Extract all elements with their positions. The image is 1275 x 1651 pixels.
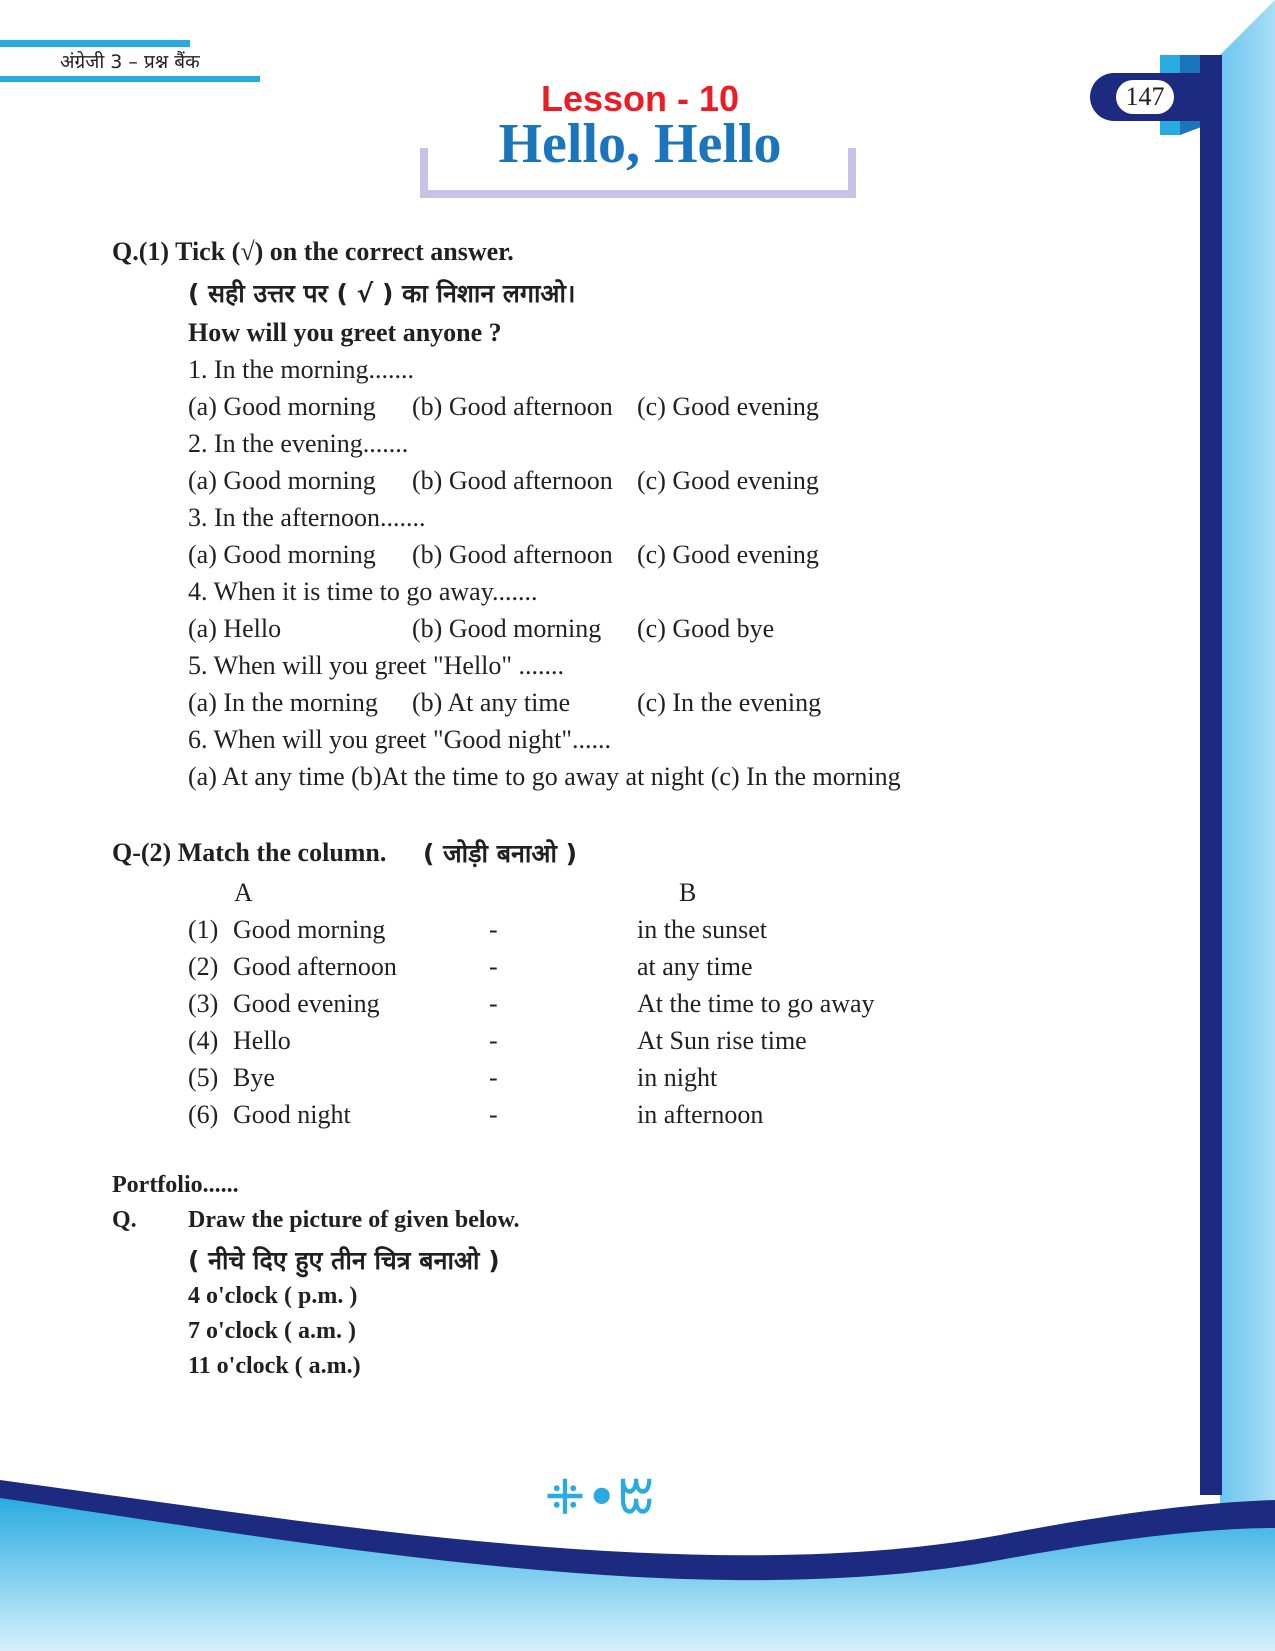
match-row-6-left: Good night [233,1100,351,1129]
q1-item-2-question: 2. In the evening....... [188,429,409,458]
match-row-5-left: Bye [233,1063,275,1092]
q1-hindi: ( सही उत्तर पर ( √ ) का निशान लगाओ। [188,279,576,308]
q1-item-5-option-b: (b) At any time [412,688,571,717]
match-row-3-dash: - [489,989,498,1018]
q1-item-1-question: 1. In the morning....... [188,355,415,384]
match-row-4-right: At Sun rise time [637,1026,807,1055]
q1-item-3-option-b: (b) Good afternoon [412,540,613,569]
q1-item-4-question: 4. When it is time to go away....... [188,577,538,606]
match-row-2-right: at any time [637,952,753,981]
q1-item-1-option-b: (b) Good afternoon [412,392,613,421]
q1-item-6-question: 6. When will you greet "Good night"...... [188,725,611,754]
lesson-title: Hello, Hello [498,113,782,175]
match-row-3-left: Good evening [233,989,380,1018]
footer-ornament: ꔰ•ꔱ [545,1470,656,1524]
match-row-4-left: Hello [233,1026,291,1055]
q1-heading: Q.(1) Tick (√) on the correct answer. [112,237,514,266]
frame-bar [1200,55,1222,1495]
portfolio-hindi: ( नीचे दिए हुए तीन चित्र बनाओ ) [188,1246,500,1275]
match-row-2-left: Good afternoon [233,952,397,981]
lesson-label: Lesson - 10 [540,78,740,119]
match-row-2-dash: - [489,952,498,981]
match-row-5-dash: - [489,1063,498,1092]
match-row-2-number: (2) [188,952,219,981]
match-row-1-number: (1) [188,915,219,944]
match-row-3-right: At the time to go away [637,989,875,1018]
q2-heading: Q-(2) Match the column. [112,838,387,867]
header-strip-top [0,40,190,47]
q2-hindi: ( जोड़ी बनाओ ) [423,839,578,868]
q1-item-6-options: (a) At any time (b)At the time to go away at night (c) In the morning [188,762,901,791]
portfolio-question: Draw the picture of given below. [188,1207,520,1233]
q1-item-3-option-a: (a) Good morning [188,540,376,569]
match-row-1-left: Good morning [233,915,386,944]
portfolio-item-3: 11 o'clock ( a.m.) [188,1353,361,1379]
match-row-5-number: (5) [188,1063,219,1092]
q1-item-2-option-c: (c) Good evening [637,466,819,495]
header-strip-bottom [0,76,260,82]
match-row-4-dash: - [489,1026,498,1055]
page-number: 147 [1116,80,1174,114]
q1-item-2-option-b: (b) Good afternoon [412,466,613,495]
portfolio-item-2: 7 o'clock ( a.m. ) [188,1318,356,1344]
q1-item-2-option-a: (a) Good morning [188,466,376,495]
match-row-4-number: (4) [188,1026,219,1055]
q1-item-5-option-c: (c) In the evening [637,688,822,717]
q1-item-5-question: 5. When will you greet "Hello" ....... [188,651,565,680]
q1-subheading: How will you greet anyone ? [188,318,502,347]
q1-item-4-option-b: (b) Good morning [412,614,602,643]
match-row-6-dash: - [489,1100,498,1129]
q1-item-4-option-a: (a) Hello [188,614,282,643]
q1-item-1-option-c: (c) Good evening [637,392,819,421]
portfolio-q-label: Q. [112,1207,137,1233]
q1-item-1-option-a: (a) Good morning [188,392,376,421]
book-header: अंग्रेजी 3 – प्रश्न बैंक [60,51,200,73]
q1-item-4-option-c: (c) Good bye [637,614,775,643]
q1-item-3-option-c: (c) Good evening [637,540,819,569]
portfolio-label: Portfolio...... [112,1172,239,1198]
match-row-3-number: (3) [188,989,219,1018]
match-row-5-right: in night [637,1063,718,1092]
portfolio-item-1: 4 o'clock ( p.m. ) [188,1283,358,1309]
match-row-6-number: (6) [188,1100,219,1129]
q1-item-5-option-a: (a) In the morning [188,688,378,717]
q2-column-a-header: A [234,878,253,907]
right-frame [1120,0,1275,1651]
match-row-1-dash: - [489,915,498,944]
match-row-1-right: in the sunset [637,915,767,944]
q2-column-b-header: B [679,878,697,907]
q1-item-3-question: 3. In the afternoon....... [188,503,426,532]
match-row-6-right: in afternoon [637,1100,764,1129]
